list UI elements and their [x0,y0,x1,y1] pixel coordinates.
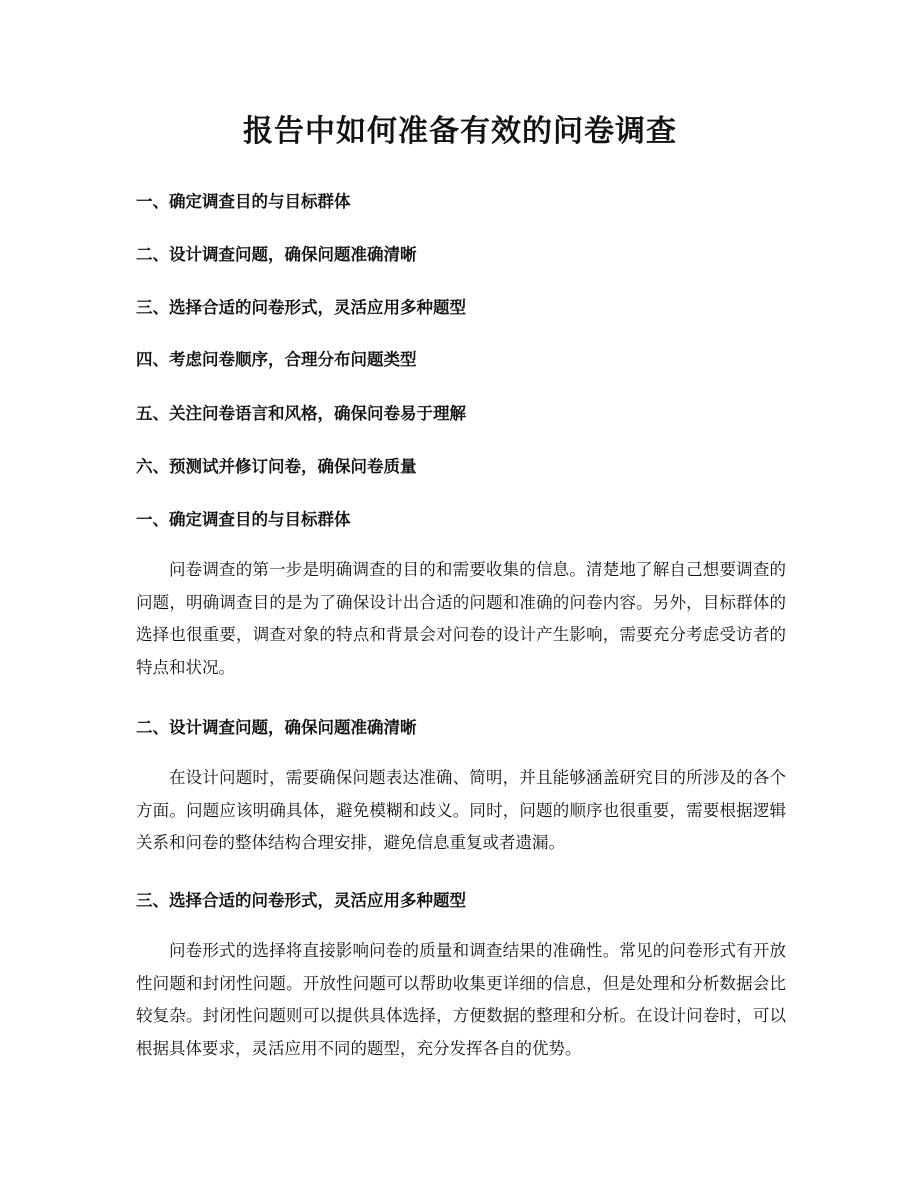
document-title: 报告中如何准备有效的问卷调查 [243,114,677,149]
toc-item: 三、选择合适的问卷形式，灵活应用多种题型 [136,298,466,317]
toc-item: 一、确定调查目的与目标群体 [136,192,351,211]
section-paragraph: 问卷调查的第一步是明确调查的目的和需要收集的信息。清楚地了解自己想要调查的问题，明确调查目的是为了确保设计出合适的问题和准确的问卷内容。另外，目标群体的选择也很重要，调查对象的特点和背景会对问卷的设计产生影响，需要充分考虑受访者的特点和状况。 [136,560,786,677]
toc-item: 四、考虑问卷顺序，合理分布问题类型 [136,350,417,369]
toc-item: 五、关注问卷语言和风格，确保问卷易于理解 [136,404,466,423]
section-heading: 一、确定调查目的与目标群体 [136,510,351,529]
toc-item: 二、设计调查问题，确保问题准确清晰 [136,245,417,264]
toc-item: 六、预测试并修订问卷，确保问卷质量 [136,457,417,476]
section-heading: 二、设计调查问题，确保问题准确清晰 [136,718,417,737]
section-paragraph: 问卷形式的选择将直接影响问卷的质量和调查结果的准确性。常见的问卷形式有开放性问题和封闭性问题。开放性问题可以帮助收集更详细的信息，但是处理和分析数据会比较复杂。封闭性问题则可以提供具体选择，方便数据的整理和分析。在设计问卷时，可以根据具体要求，灵活应用不同的题型，充分发挥各自的优势。 [136,941,786,1058]
section-paragraph: 在设计问题时，需要确保问题表达准确、简明，并且能够涵盖研究目的所涉及的各个方面。问题应该明确具体，避免模糊和歧义。同时，问题的顺序也很重要，需要根据逻辑关系和问卷的整体结构合理安排，避免信息重复或者遗漏。 [136,768,786,852]
section-heading: 三、选择合适的问卷形式，灵活应用多种题型 [136,891,466,910]
